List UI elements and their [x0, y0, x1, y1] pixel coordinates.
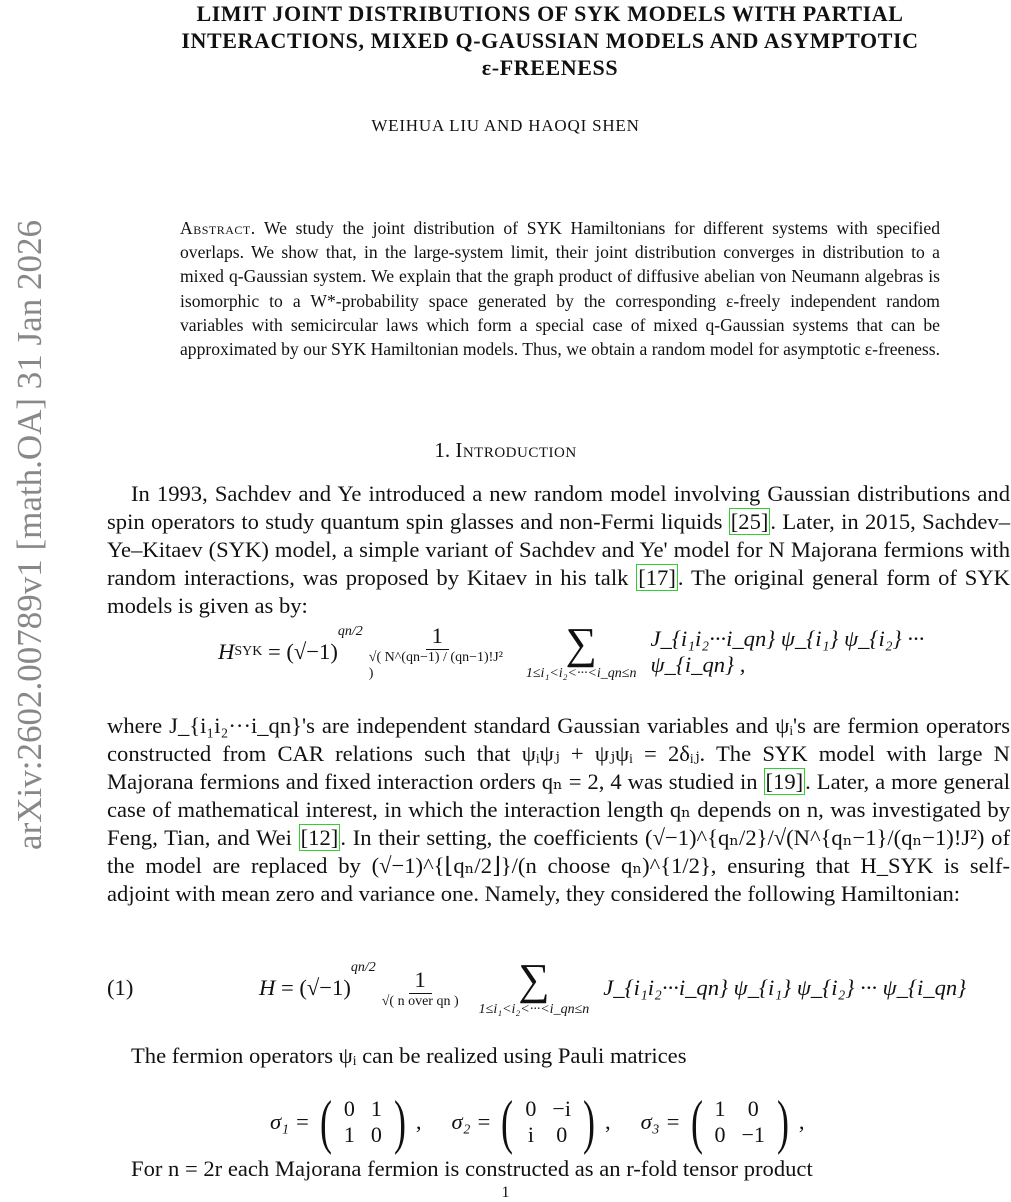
citation-link[interactable]: [25] [729, 508, 771, 535]
title-line: INTERACTIONS, MIXED Q-GAUSSIAN MODELS AND ASYMPTOTIC [60, 27, 1011, 54]
right-paren: ) [777, 1092, 789, 1152]
matrix-entry: 0 [706, 1122, 733, 1148]
matrix-entry: −i [544, 1096, 579, 1122]
right-paren: ) [394, 1092, 406, 1152]
abstract-text: We study the joint distribution of SYK Hamiltonians for different systems with specified overlaps. We show that, in the large-system limit, their joint distribution converges in distribution to a mixed q-Gaussian system. We explain that the graph product of diffusive abelian von Neumann algebras is isomorphic to a W*-probability space generated by the corresponding ε-freely independent random variables with semicircular laws which form a special case of mixed q-Gaussian systems that can be approximated by our SYK Hamiltonian models. Thus, we obtain a random model for asymptotic ε-freeness. [180, 218, 940, 359]
eq-den: √( n over qn ) [382, 994, 459, 1010]
eq-fraction [382, 967, 459, 1010]
sum-symbol: ∑ [566, 622, 597, 666]
pauli-matrix [641, 1092, 805, 1152]
eq-sign: = (√−1) [262, 639, 338, 665]
matrix [316, 1092, 410, 1152]
paragraph-where [107, 712, 1010, 908]
sum-symbol: ∑ [518, 958, 549, 1002]
matrix-entry: −1 [733, 1122, 772, 1148]
eq-term: J_{i₁i₂···i_qn} ψ_{i₁} ψ_{i₂} ··· ψ_{i_qn} , [651, 626, 1011, 678]
page-number: 1 [0, 1184, 1011, 1202]
sum-limits: 1≤i₁<i₂<···<i_qn≤n [526, 666, 637, 682]
citation-link[interactable]: [19] [764, 768, 806, 795]
matrix-entry: 0 [363, 1122, 390, 1148]
section-title: Introduction [455, 438, 576, 462]
text-segment: . The original general form of SYK models is given as by: [107, 565, 1010, 618]
matrix [687, 1092, 793, 1152]
sum-limits: 1≤i₁<i₂<···<i_qn≤n [479, 1002, 590, 1018]
left-paren: ( [501, 1092, 513, 1152]
matrix [497, 1092, 599, 1152]
eq-sum [479, 958, 590, 1018]
matrix-entry: 0 [733, 1096, 772, 1122]
eq-power: qn/2 [338, 624, 363, 640]
matrix-entry: 0 [517, 1096, 544, 1122]
eq-lhs-sub: SYK [234, 644, 262, 660]
matrix-entry: i [517, 1122, 544, 1148]
separator: , [416, 1109, 422, 1135]
matrix-entry: 0 [336, 1096, 363, 1122]
eq-sum [526, 622, 637, 682]
section-number: 1. [434, 438, 450, 462]
matrix-entry: 1 [706, 1096, 733, 1122]
eq-term: J_{i₁i₂···i_qn} ψ_{i₁} ψ_{i₂} ··· ψ_{i_qn} [603, 975, 966, 1001]
eq-num: 1 [409, 967, 432, 994]
matrix-entry: 0 [544, 1122, 579, 1148]
separator: , [605, 1109, 611, 1135]
left-paren: ( [690, 1092, 702, 1152]
matrix-name: σ₂ = [452, 1109, 492, 1135]
paragraph-tensor [107, 1155, 1010, 1183]
pauli-matrix [270, 1092, 422, 1152]
eq-fraction [369, 623, 506, 682]
matrix-entry: 1 [363, 1096, 390, 1122]
eq-num: 1 [426, 623, 449, 650]
section-heading [0, 438, 1011, 463]
paragraph-intro [107, 480, 1010, 620]
separator: , [799, 1109, 805, 1135]
text-segment: . Later, a more general case of mathematical interest, in which the interaction length qₙ depends on n, was investigated by Feng, Tian, and Wei [107, 769, 1010, 850]
equation-syk [218, 622, 1011, 682]
arxiv-stamp: arXiv:2602.00789v1 [math.OA] 31 Jan 2026 [10, 160, 50, 910]
text-segment: where J_{i₁i₂···i_qn}'s are independent standard Gaussian variables and ψᵢ's are fermion operators constructed from CAR relations such that ψᵢψⱼ + ψⱼψᵢ = 2δᵢⱼ. The SYK model with large N Majorana fermions and fixed interaction orders qₙ = 2, 4 was studied in [107, 713, 1010, 794]
authors: WEIHUA LIU AND HAOQI SHEN [0, 116, 1011, 136]
paper-title [60, 0, 1011, 81]
eq-power: qn/2 [351, 960, 376, 976]
pauli-matrices [270, 1092, 835, 1152]
matrix-entry: 1 [336, 1122, 363, 1148]
text-segment: . In their setting, the coefficients (√−1)^{qₙ/2}/√(N^{qₙ−1}/(qₙ−1)!J²) of the model are replaced by (√−1)^{⌊qₙ/2⌋}/(n choose qₙ)^{1/2}, ensuring that H_SYK is self-adjoint with mean zero and variance one. Namely, they considered the following Hamiltonian: [107, 825, 1010, 906]
text-segment: The fermion operators ψᵢ can be realized using Pauli matrices [131, 1043, 687, 1068]
text-segment: . Later, in 2015, Sachdev–Ye–Kitaev (SYK) model, a simple variant of Sachdev and Ye' model for N Majorana fermions with random interactions, was proposed by Kitaev in his talk [107, 509, 1010, 590]
abstract [180, 216, 940, 361]
citation-link[interactable]: [12] [299, 824, 341, 851]
text-segment: For n = 2r each Majorana fermion is constructed as an r-fold tensor product [131, 1156, 813, 1181]
equation-1 [107, 958, 1010, 1018]
matrix-name: σ₁ = [270, 1109, 310, 1135]
eq-lhs: H [259, 975, 275, 1001]
right-paren: ) [583, 1092, 595, 1152]
left-paren: ( [320, 1092, 332, 1152]
citation-link[interactable]: [17] [636, 564, 678, 591]
eq-lhs: H [218, 639, 234, 665]
paragraph-fermion [107, 1042, 1010, 1070]
pauli-matrix [452, 1092, 611, 1152]
title-line: ε-FREENESS [60, 54, 1011, 81]
eq-sign: = (√−1) [275, 975, 351, 1001]
title-line: LIMIT JOINT DISTRIBUTIONS OF SYK MODELS WITH PARTIAL [60, 0, 1011, 27]
eq-den: √( N^(qn−1) / (qn−1)!J² ) [369, 650, 506, 682]
text-segment: In 1993, Sachdev and Ye introduced a new random model involving Gaussian distributions and spin operators to study quantum spin glasses and non-Fermi liquids [107, 481, 1010, 534]
matrix-name: σ₃ = [641, 1109, 681, 1135]
equation-number: (1) [107, 975, 259, 1001]
abstract-label: Abstract. [180, 218, 256, 238]
